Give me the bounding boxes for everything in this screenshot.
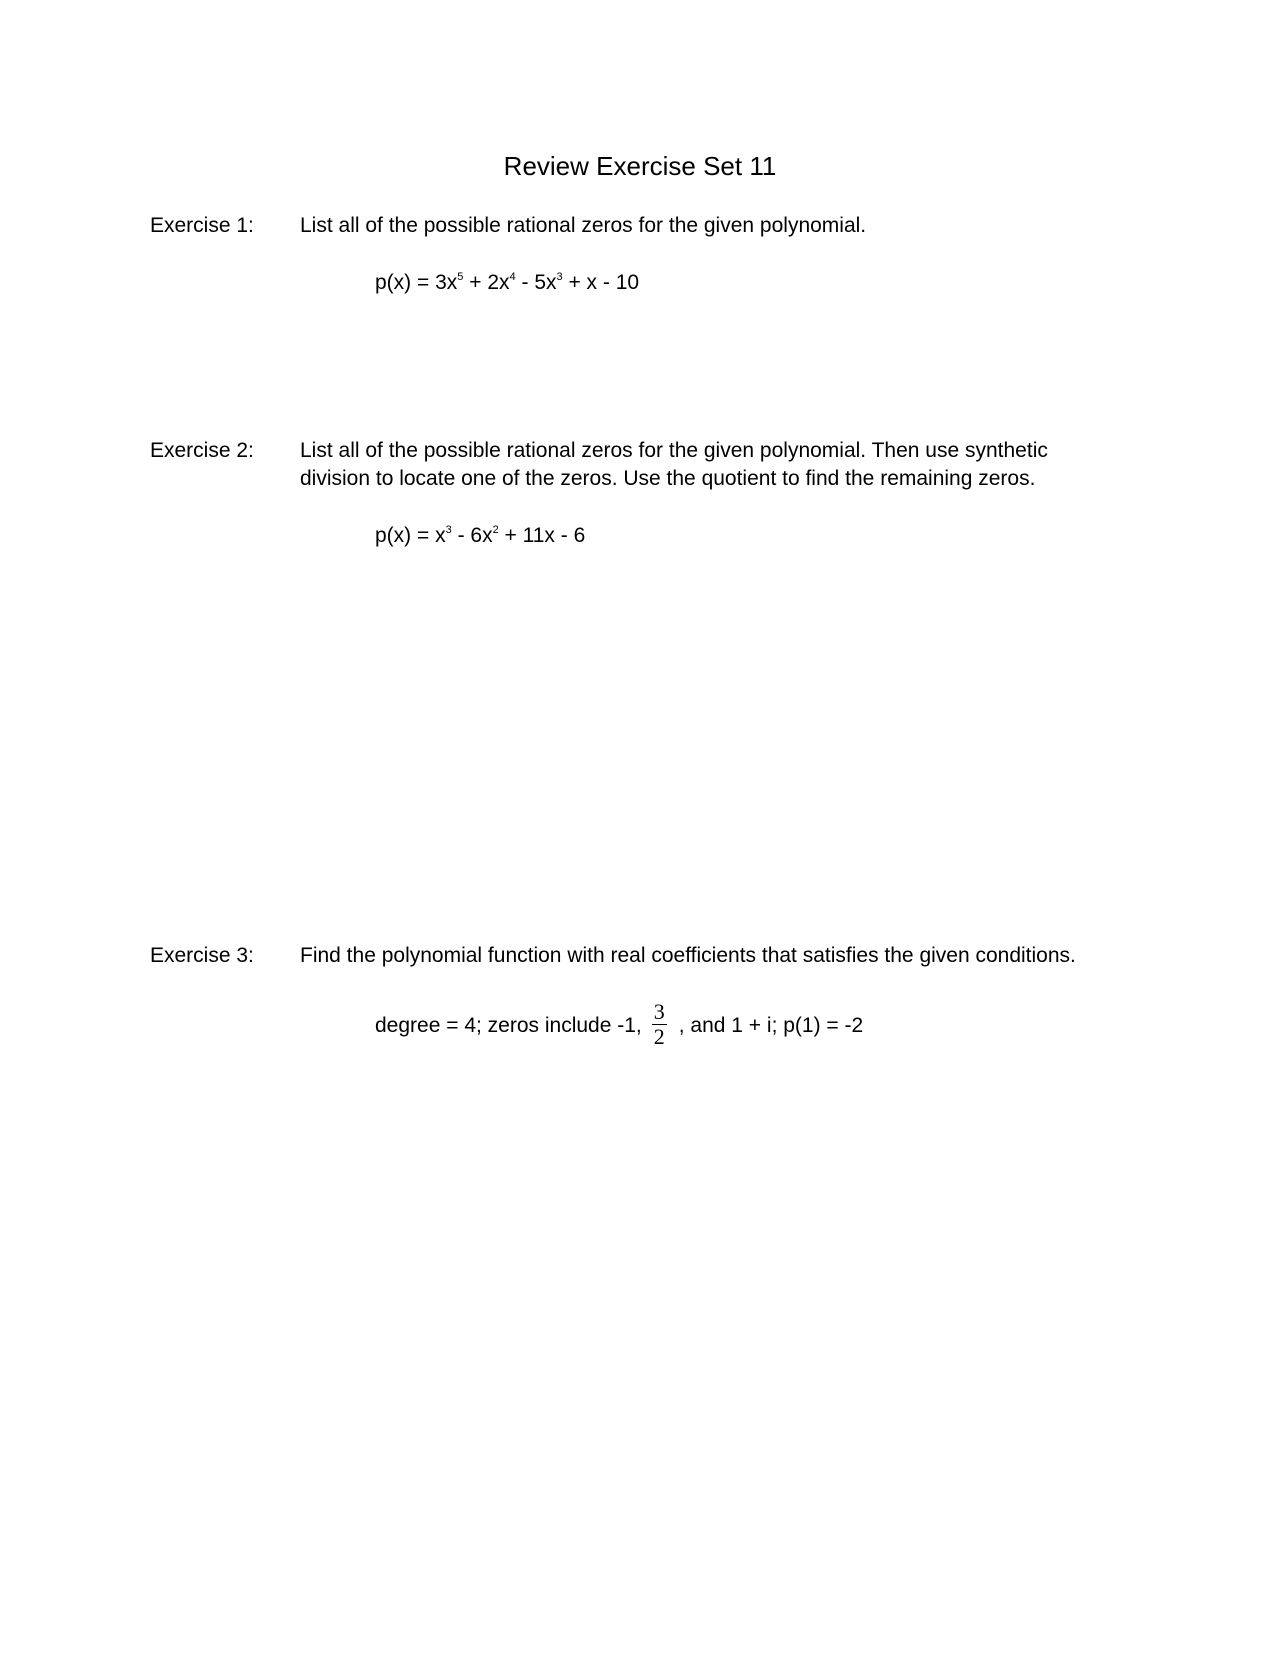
formula-text: , and 1 + i; p(1) = -2 [678,1014,864,1038]
exercise-3-label: Exercise 3: [150,944,254,967]
exercise-1-formula [375,269,639,297]
formula-text: - 5x [515,271,557,294]
formula-exponent: 3 [556,271,563,283]
formula-exponent: 4 [509,271,516,283]
formula-text: + 2x [463,271,510,294]
exercise-1-instructions: List all of the possible rational zeros for the given polynomial. [300,214,867,237]
formula-text: + x - 10 [562,271,640,294]
formula-text: p(x) = x [375,524,446,547]
exercise-2-label: Exercise 2: [150,439,254,462]
exercise-3-instructions: Find the polynomial function with real coefficients that satisfies the given conditions. [300,944,1076,967]
exercise-1-label: Exercise 1: [150,214,254,237]
exercise-3-formula [375,999,864,1051]
formula-exponent: 5 [457,271,464,283]
fraction [652,1000,667,1049]
formula-text: + 11x - 6 [498,524,586,547]
formula-text: p(x) = 3x [375,271,458,294]
formula-exponent: 2 [492,524,499,536]
page-title: Review Exercise Set 11 [503,151,777,181]
fraction-denominator: 2 [653,1024,665,1049]
exercise-2-instructions: List all of the possible rational zeros for the given polynomial. Then use synthetic division to locate one of the zeros. Use the quotient to find the remaining zeros. [300,439,1048,490]
exercise-2-formula [375,522,585,550]
formula-exponent: 3 [445,524,452,536]
formula-text: - 6x [451,524,493,547]
fraction-numerator: 3 [653,999,665,1024]
formula-text: degree = 4; zeros include -1, [375,1014,642,1038]
